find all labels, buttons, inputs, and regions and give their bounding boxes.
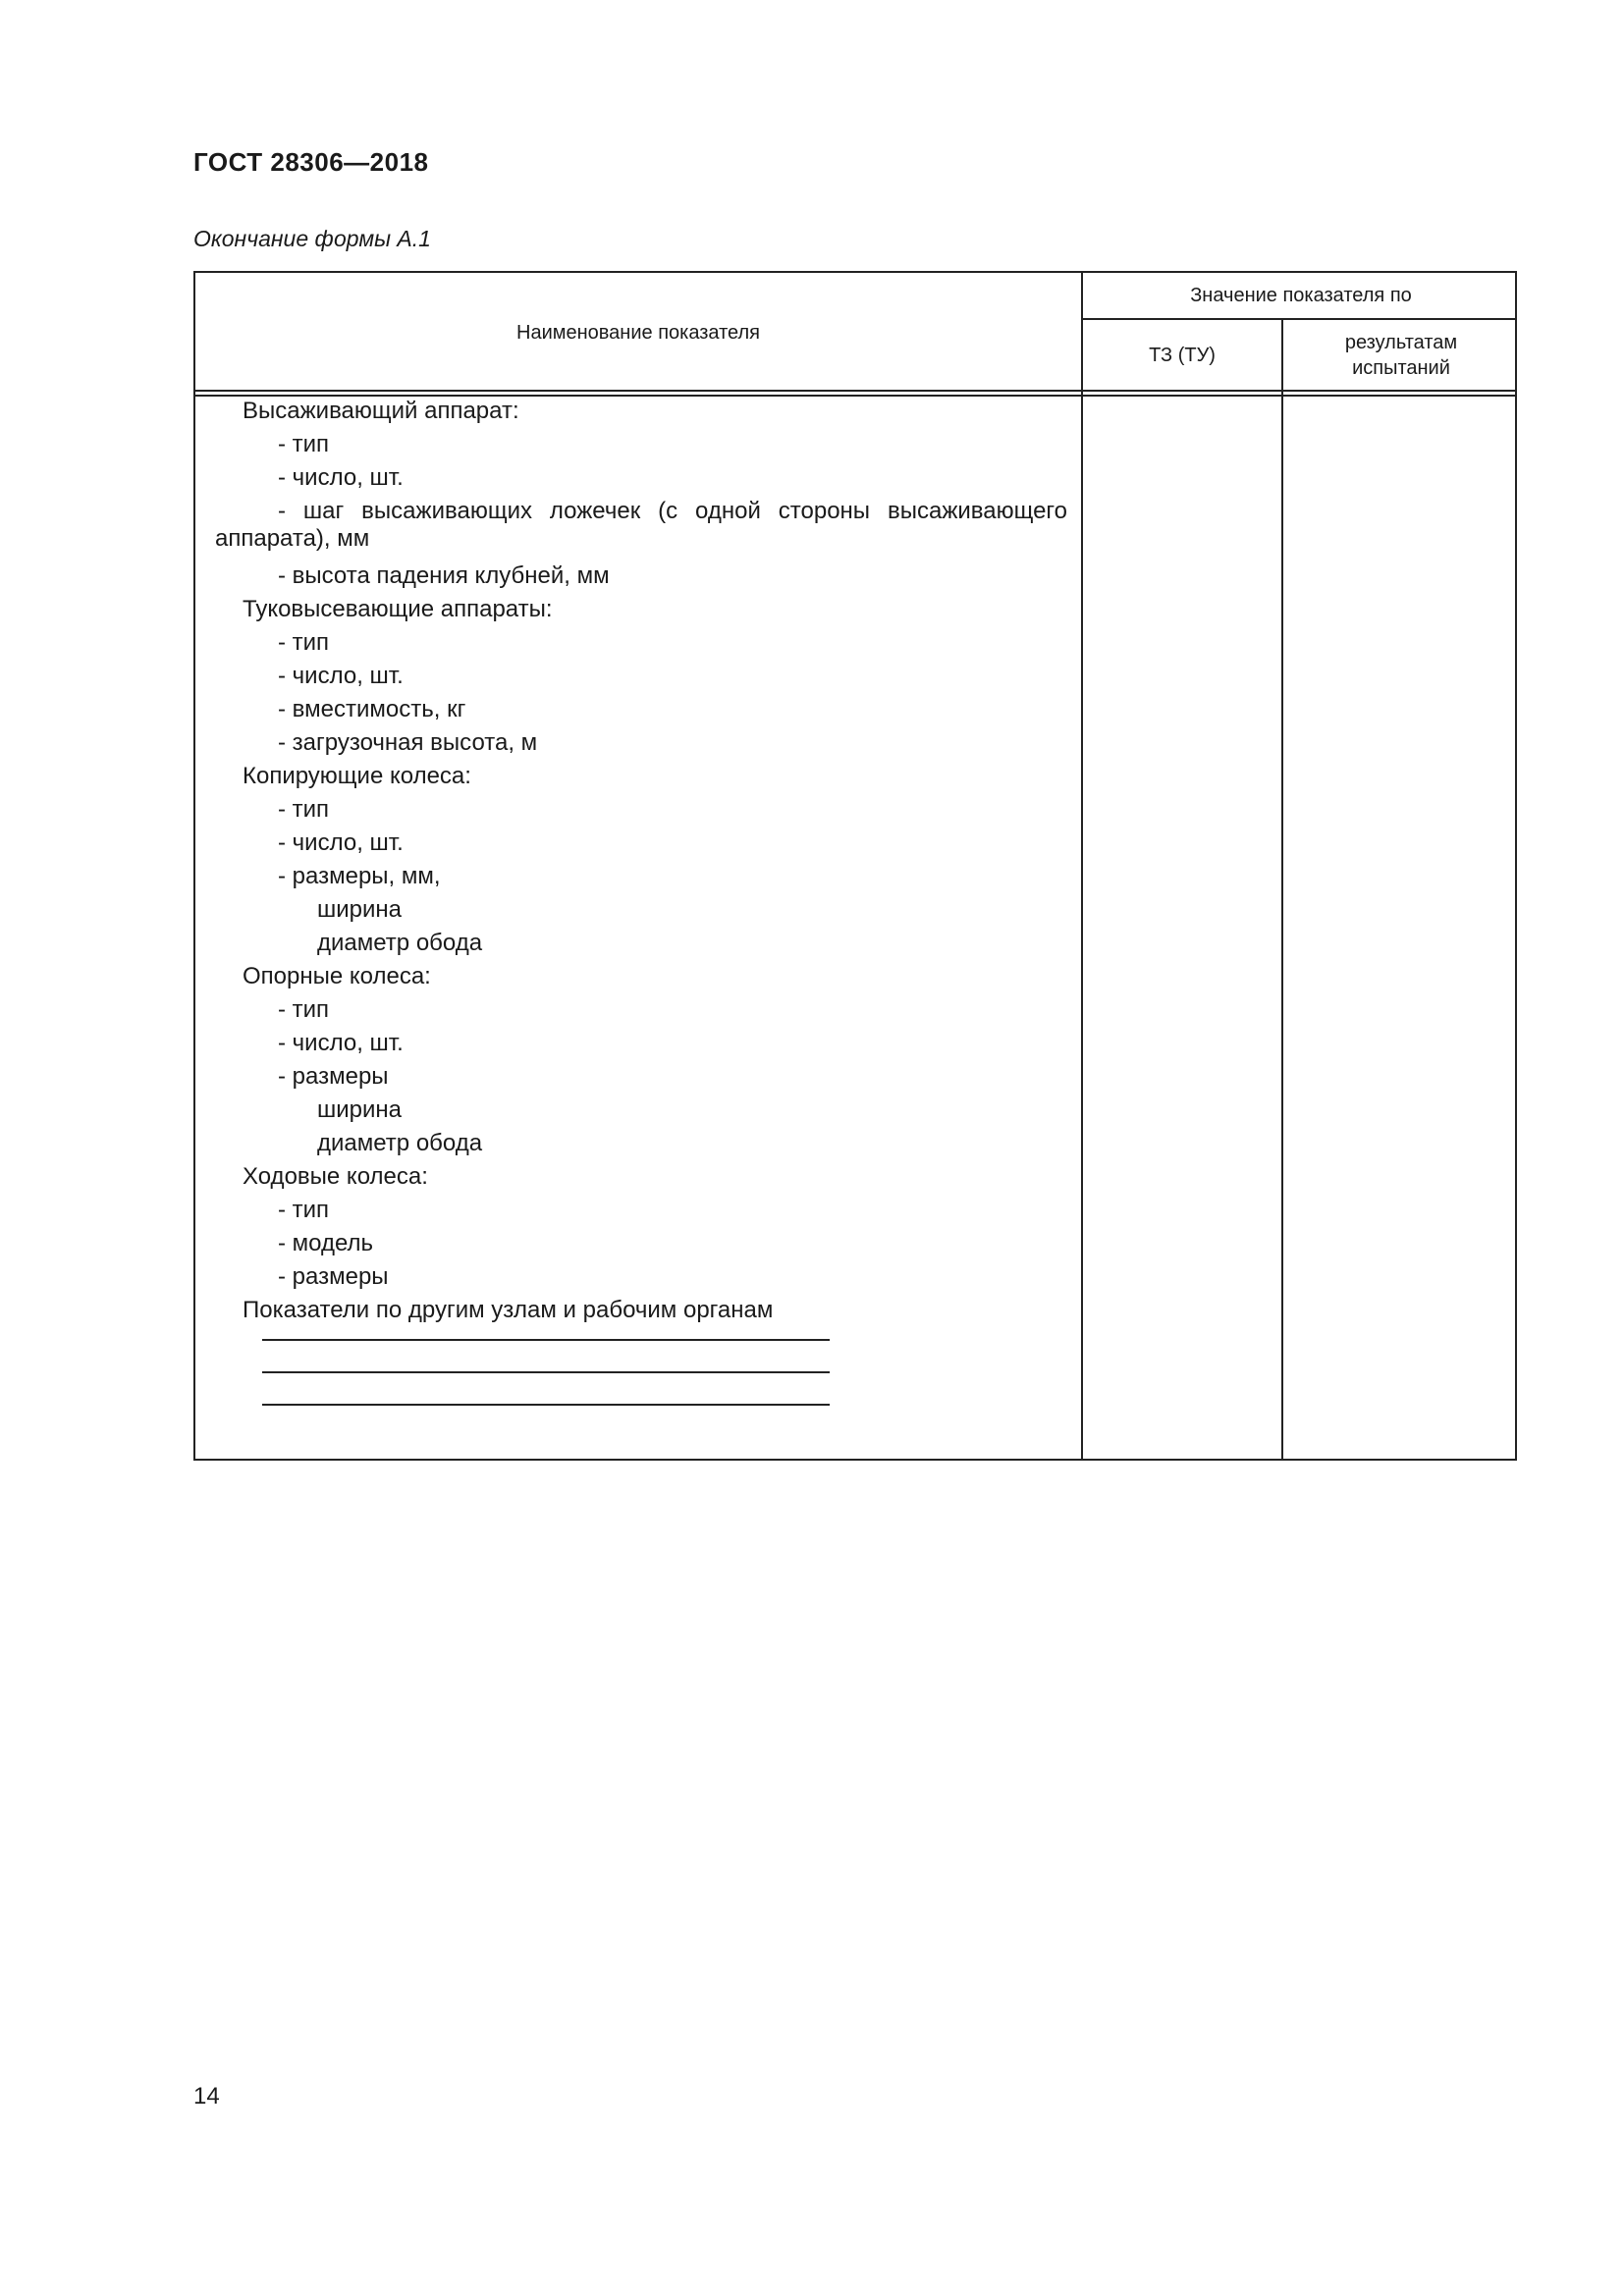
header-value-group: Значение показателя по (1190, 285, 1412, 306)
list-item: - число, шт. (278, 663, 404, 689)
list-item: ширина (317, 1096, 403, 1123)
blank-fill-line (262, 1404, 830, 1406)
list-item: Ходовые колеса: (243, 1163, 428, 1190)
header-divider (195, 390, 1515, 392)
header-results-line2: испытаний (1352, 357, 1450, 379)
list-item: - тип (278, 996, 330, 1023)
list-item: - число, шт. (278, 1030, 404, 1056)
list-item: - загрузочная высота, м (278, 729, 538, 756)
list-item: Туковысевающие аппараты: (243, 596, 553, 622)
list-item: - модель (278, 1230, 374, 1256)
blank-fill-line (262, 1339, 830, 1341)
header-results (1283, 330, 1519, 381)
indicator-table (193, 271, 1517, 1461)
list-item: - шаг высаживающих ложечек (с одной стороны высаживающего (278, 498, 1067, 524)
list-item: - размеры, мм, (278, 863, 441, 889)
list-item: Опорные колеса: (243, 963, 431, 989)
list-item: - тип (278, 431, 330, 457)
list-item: - число, шт. (278, 464, 404, 491)
document-header: ГОСТ 28306—2018 (193, 147, 429, 177)
list-item: - размеры (278, 1063, 389, 1090)
list-item: диаметр обода (317, 930, 483, 956)
column-divider (1281, 318, 1283, 1459)
list-item: - размеры (278, 1263, 389, 1290)
list-item: аппарата), мм (215, 525, 370, 552)
list-item: - число, шт. (278, 829, 404, 856)
page-number: 14 (193, 2083, 220, 2109)
list-item: - вместимость, кг (278, 696, 466, 722)
header-tz: ТЗ (ТУ) (1149, 345, 1216, 366)
list-item: - тип (278, 796, 330, 823)
list-item: Высаживающий аппарат: (243, 398, 519, 424)
list-item: Показатели по другим узлам и рабочим органам (243, 1297, 774, 1323)
list-item: - тип (278, 629, 330, 656)
header-indicator-name: Наименование показателя (516, 322, 760, 344)
header-divider (1081, 318, 1515, 320)
column-divider (1081, 273, 1083, 1459)
list-item: ширина (317, 896, 403, 923)
header-results-line1: результатам (1344, 332, 1458, 353)
form-caption: Окончание формы А.1 (193, 226, 431, 251)
list-item: Копирующие колеса: (243, 763, 471, 789)
list-item: - высота падения клубней, мм (278, 562, 610, 589)
list-item: - тип (278, 1197, 330, 1223)
list-item: диаметр обода (317, 1130, 483, 1156)
blank-fill-line (262, 1371, 830, 1373)
